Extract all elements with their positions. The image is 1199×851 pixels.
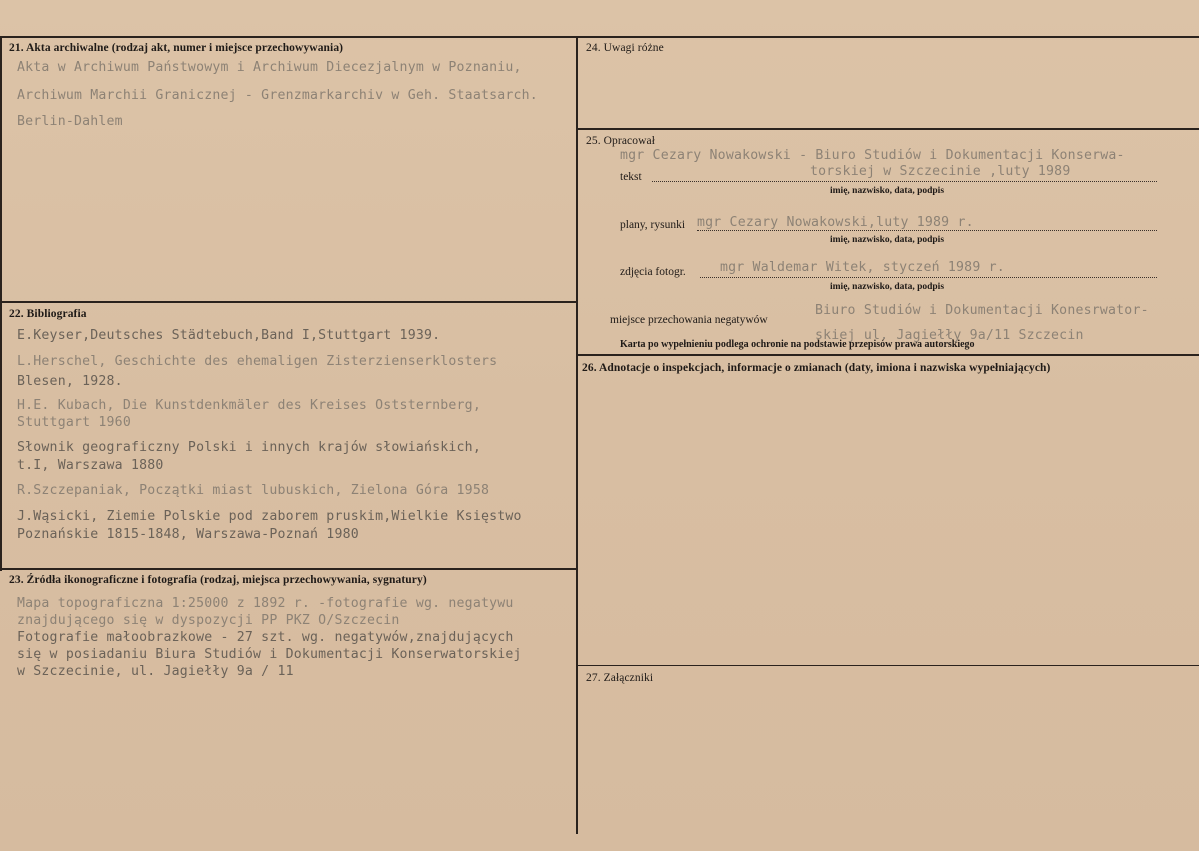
plans-caption: imię, nazwisko, data, podpis [830, 235, 945, 245]
iconography-line-3: Fotografie małoobrazkowe - 27 szt. wg. negatywów,znajdujących [17, 630, 514, 645]
section-26-title: 26. Adnotacje o inspekcjach, informacje o zmianach (daty, imiona i nazwiska wypełniających) [582, 362, 1051, 374]
center-divider [576, 36, 578, 834]
iconography-line-5: w Szczecinie, ul. Jagiełły 9a / 11 [17, 664, 294, 679]
iconography-line-1: Mapa topograficzna 1:25000 z 1892 r. -fotografie wg. negatywu [17, 596, 514, 611]
section-25-title: 25. Opracował [586, 135, 655, 147]
photos-dotted-line [700, 277, 1157, 278]
plans-dotted-line [697, 230, 1157, 231]
photos-label: zdjęcia fotogr. [620, 266, 686, 278]
section-21-title: 21. Akta archiwalne (rodzaj akt, numer i miejsce przechowywania) [9, 42, 344, 54]
section-23-title: 23. Źródła ikonograficzne i fotografia (rodzaj, miejsca przechowywania, sygnatury) [9, 574, 427, 586]
divider-25-26 [578, 354, 1199, 356]
bibliography-line-4: H.E. Kubach, Die Kunstdenkmäler des Kreises Oststernberg, [17, 398, 481, 413]
bibliography-line-6: Słownik geograficzny Polski i innych krajów słowiańskich, [17, 440, 481, 455]
plans-label: plany, rysunki [620, 219, 686, 231]
divider-21-22 [0, 301, 578, 303]
iconography-line-2: znajdującego się w dyspozycji PP PKZ O/Szczecin [17, 613, 400, 628]
bibliography-line-2: L.Herschel, Geschichte des ehemaligen Zisterzienserklosters [17, 354, 498, 369]
divider-22-23 [0, 568, 578, 570]
divider-26-27 [578, 665, 1199, 666]
photos-value: mgr Waldemar Witek, styczeń 1989 r. [720, 260, 1005, 275]
section-22-title: 22. Bibliografia [9, 308, 87, 320]
photos-caption: imię, nazwisko, data, podpis [830, 282, 945, 292]
negatives-location-line-1: Biuro Studiów i Dokumentacji Konesrwator- [815, 303, 1149, 318]
text-author-line-2: torskiej w Szczecinie ,luty 1989 [810, 164, 1071, 179]
bibliography-line-3: Blesen, 1928. [17, 374, 123, 389]
text-author-line-1: mgr Cezary Nowakowski - Biuro Studiów i Dokumentacji Konserwa- [620, 148, 1125, 163]
section-27-title: 27. Załączniki [586, 672, 654, 684]
negatives-location-line-2: skiej ul. Jagiełły 9a/11 Szczecin [815, 328, 1084, 343]
bibliography-line-9: J.Wąsicki, Ziemie Polskie pod zaborem pruskim,Wielkie Księstwo [17, 509, 522, 524]
archive-line-2: Archiwum Marchii Granicznej - Grenzmarkarchiv w Geh. Staatsarch. [17, 88, 538, 103]
bibliography-line-7: t.I, Warszawa 1880 [17, 458, 164, 473]
archive-line-3: Berlin-Dahlem [17, 114, 123, 129]
text-author-dotted-line [652, 181, 1157, 182]
text-author-caption: imię, nazwisko, data, podpis [830, 186, 945, 196]
divider-24-25 [578, 128, 1199, 130]
plans-value: mgr Cezary Nowakowski,luty 1989 r. [697, 215, 974, 230]
text-author-label: tekst [620, 171, 642, 183]
negatives-location-label: miejsce przechowania negatywów [610, 314, 768, 326]
bibliography-line-1: E.Keyser,Deutsches Städtebuch,Band I,Stuttgart 1939. [17, 328, 441, 343]
archive-line-1: Akta w Archiwum Państwowym i Archiwum Diecezjalnym w Poznaniu, [17, 60, 522, 75]
bibliography-line-10: Poznańskie 1815-1848, Warszawa-Poznań 1980 [17, 527, 359, 542]
top-border [0, 36, 1199, 38]
bibliography-line-5: Stuttgart 1960 [17, 415, 131, 430]
iconography-line-4: się w posiadaniu Biura Studiów i Dokumentacji Konserwatorskiej [17, 647, 522, 662]
section-24-title: 24. Uwagi różne [586, 42, 664, 54]
copyright-note: Karta po wypełnieniu podlega ochronie na podstawie przepisów prawa autorskiego [620, 339, 975, 350]
bibliography-line-8: R.Szczepaniak, Początki miast lubuskich, Zielona Góra 1958 [17, 483, 490, 498]
left-border [0, 36, 2, 571]
